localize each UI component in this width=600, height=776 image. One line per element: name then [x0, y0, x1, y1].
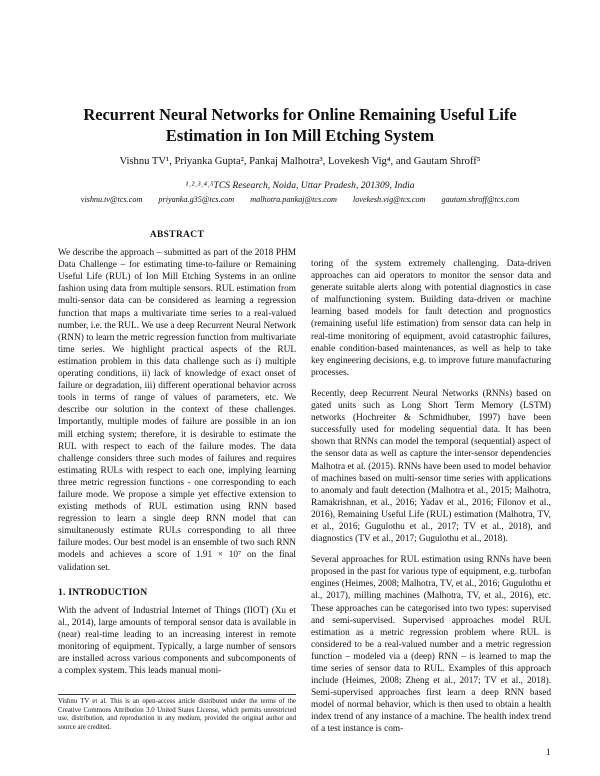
license-footnote: Vishnu TV et al. This is an open-access article distributed under the terms of the Creative Commons Attribution 3.0 United States License, which permits unrestricted use, distribution, and reproduction in any medium, provided the original author and source are credited. — [58, 694, 296, 732]
author-email: malhotra.pankaj@tcs.com — [250, 195, 337, 204]
paper-title — [40, 104, 560, 146]
abstract-text: We describe the approach – submitted as part of the 2018 PHM Data Challenge – for estimating time-to-failure or Remaining Useful Life (RUL) of Ion Mill Etching Systems in an online fashion using data from multiple sensors. RUL estimation from multi-sensor data can be considered as learning a regression function that maps a multivariate time series to a real-valued number, i.e. the RUL. We use a deep Recurrent Neural Network (RNN) to learn the metric regression function from multivariate time series. We highlight practical aspects of the RUL estimation problem in this data challenge such as i) multiple operating conditions, ii) lack of knowledge of exact onset of failure or degradation, iii) different operational behavior across tools in terms of range of values of parameters, etc. We describe our solution in the context of these challenges. Importantly, multiple modes of failure are possible in an ion mill etching system; therefore, it is desirable to estimate the RUL with respect to each of the failure modes. The data challenge considers three such modes of failures and requires estimating RULs with respect to each one, implying learning three metric regression functions - one corresponding to each failure mode. We propose a simple yet effective extension to existing methods of RUL estimation using RNN based regression to learn a single deep RNN model that can simultaneously estimate RULs corresponding to all three failure modes. Our best model is an ensemble of two such RNN models and achieves a score of 1.91 × 10⁷ on the final validation set. — [58, 248, 296, 573]
author-list: Vishnu TV¹, Priyanka Gupta², Pankaj Malhotra³, Lovekesh Vig⁴, and Gautam Shroff⁵ — [119, 156, 481, 167]
right-column — [311, 258, 551, 736]
body-paragraph: toring of the system extremely challenging. Data-driven approaches can aid operators to monitor the sensor data and generate suitable alerts along with potential diagnostics in case of malfunctioning system. Building data-driven or machine learning based models for fault detection and prognostics (remaining useful life estimation) from sensor data can help in real-time monitoring of equipment, avoid catastrophic failures, enable condition-based maintenances, as well as help to take key engineering decisions, e.g. to improve future manufacturing processes. — [311, 259, 551, 378]
title-line-2: Estimation in Ion Mill Etching System — [165, 126, 435, 145]
author-email: priyanka.g35@tcs.com — [158, 195, 235, 204]
page-number: 1 — [546, 747, 551, 757]
title-line-1: Recurrent Neural Networks for Online Remaining Useful Life — [83, 105, 517, 124]
affiliation: ¹˒²˒³˒⁴˒⁵TCS Research, Noida, Uttar Pradesh, 201309, India — [185, 180, 415, 191]
body-paragraph: Several approaches for RUL estimation using RNNs have been proposed in the past for various type of equipment, e.g. turbofan engines (Heimes, 2008; Malhotra, TV, et al., 2016; Gugulothu et al., 2017), milling machines (Malhotra, TV, et al., 2016), etc. These approaches can be categorised into two types: supervised and semi-supervised. Supervised approaches model RUL estimation as a metric regression problem where RUL is considered to be a real-valued number and a metric regression function – modeled via a (deep) RNN – is learned to map the time series of sensor data to RUL. Examples of this approach include (Heimes, 2008; Zheng et al., 2017; TV et al., 2018). Semi-supervised approaches first learn a deep RNN based model of normal behavior, which is then used to obtain a health index trend of any instance of a machine. The health index trend of a test instance is com- — [311, 555, 551, 735]
introduction-text: With the advent of Industrial Internet of Things (IIOT) (Xu et al., 2014), large amounts of temporal sensor data is available in (near) real-time leading to an increasing interest in remote monitoring of equipment. Typically, a large number of sensors are installed across various components and subcomponents of a complex system. This leads manual moni- — [58, 605, 296, 677]
abstract-heading: ABSTRACT — [149, 230, 205, 240]
author-email: gautam.shroff@tcs.com — [441, 195, 520, 204]
email-list — [40, 194, 560, 205]
left-column — [58, 229, 296, 677]
author-email: vishnu.tv@tcs.com — [80, 195, 143, 204]
body-paragraph: Recently, deep Recurrent Neural Networks (RNNs) based on gated units such as Long Short Term Memory (LSTM) networks (Hochreiter & Schmidhuber, 1997) have been successfully used for modeling sequential data. It has been shown that RNNs can model the temporal (sequential) aspect of the sensor data as well as capture the inter-sensor dependencies Malhotra et al. (2015). RNNs have been used to model behavior of machines based on multi-sensor time series with applications to anomaly and fault detection (Malhotra et al., 2015; Malhotra, Ramakrishnan, et al., 2016; Yadav et al., 2016; Filonov et al., 2016), Remaining Useful Life (RUL) estimation (Malhotra, TV, et al., 2016; Gugulothu et al., 2017; TV et al., 2018), and diagnostics (TV et al., 2017; Gugulothu et al., 2018). — [311, 388, 551, 545]
author-email: lovekesh.vig@tcs.com — [352, 195, 426, 204]
introduction-heading: 1. INTRODUCTION — [58, 586, 148, 598]
